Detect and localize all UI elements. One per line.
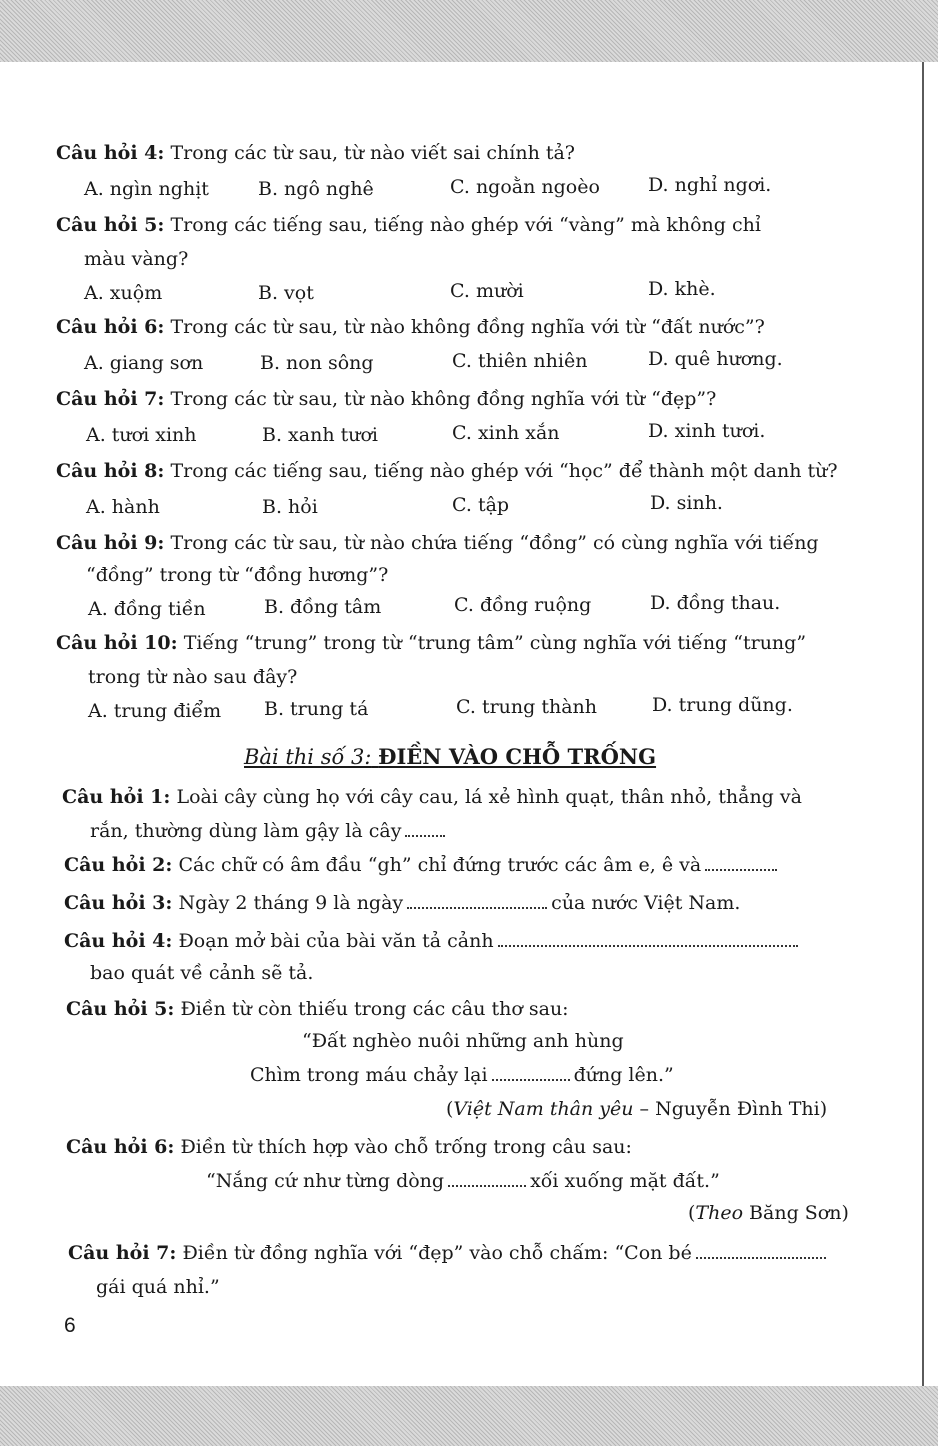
question-8 xyxy=(56,458,838,484)
source-title: Việt Nam thân yêu xyxy=(453,1098,634,1120)
poem-line-2 xyxy=(250,1062,674,1088)
question-text: rắn, thường dùng làm gậy là cây xyxy=(90,820,402,842)
quote-text: xối xuống mặt đất.” xyxy=(530,1170,720,1192)
section-title-prefix: Bài thi số 3: xyxy=(244,745,372,769)
option-a: A. giang sơn xyxy=(84,352,204,374)
option-a: A. tươi xinh xyxy=(86,424,197,446)
option-d: D. xinh tươi. xyxy=(648,420,766,442)
question-text: Ngày 2 tháng 9 là ngày xyxy=(178,892,404,914)
option-b: B. vọt xyxy=(258,282,314,304)
question-9 xyxy=(56,530,819,556)
question-5-continued: màu vàng? xyxy=(84,248,189,270)
question-label: Câu hỏi 8: xyxy=(56,460,165,482)
section-title-main: ĐIỀN VÀO CHỖ TRỐNG xyxy=(378,744,657,769)
question-4 xyxy=(56,140,575,166)
poem-text: đứng lên.” xyxy=(573,1064,674,1086)
question-9-continued: “đồng” trong từ “đồng hương”? xyxy=(86,564,389,586)
source-author: – Nguyễn Đình Thi) xyxy=(633,1098,828,1120)
fill-question-4-continued: bao quát về cảnh sẽ tả. xyxy=(90,962,314,984)
option-d: D. khè. xyxy=(648,278,716,300)
option-a: A. hành xyxy=(86,496,160,518)
option-a: A. ngìn nghịt xyxy=(84,178,209,200)
quote-source: (Theo Băng Sơn) xyxy=(688,1202,849,1224)
section-title xyxy=(244,743,656,771)
option-a: A. trung điểm xyxy=(88,700,222,722)
question-text: Tiếng “trung” trong từ “trung tâm” cùng nghĩa với tiếng “trung” xyxy=(183,632,807,654)
answer-blank[interactable] xyxy=(492,1075,570,1081)
answer-blank[interactable] xyxy=(405,831,445,837)
question-label: Câu hỏi 4: xyxy=(64,930,173,952)
question-text: Loài cây cùng họ với cây cau, lá xẻ hình quạt, thân nhỏ, thẳng và xyxy=(176,786,802,808)
question-text: Điền từ còn thiếu trong các câu thơ sau: xyxy=(180,998,569,1020)
question-label: Câu hỏi 5: xyxy=(56,214,165,236)
source-prefix: Theo xyxy=(695,1202,744,1224)
question-text: Điền từ thích hợp vào chỗ trống trong câu sau: xyxy=(180,1136,632,1158)
answer-blank[interactable] xyxy=(696,1253,826,1259)
poem-text: Chìm trong máu chảy lại xyxy=(250,1064,488,1086)
option-c: C. ngoằn ngoèo xyxy=(450,176,600,198)
option-d: D. quê hương. xyxy=(648,348,783,370)
poem-source: (Việt Nam thân yêu – Nguyễn Đình Thi) xyxy=(446,1098,828,1120)
question-label: Câu hỏi 9: xyxy=(56,532,165,554)
question-label: Câu hỏi 7: xyxy=(68,1242,177,1264)
question-label: Câu hỏi 4: xyxy=(56,142,165,164)
question-text: Trong các từ sau, từ nào viết sai chính tả? xyxy=(170,142,575,164)
option-c: C. thiên nhiên xyxy=(452,350,588,372)
question-text: Điền từ đồng nghĩa với “đẹp” vào chỗ chấm: “Con bé xyxy=(182,1242,692,1264)
question-label: Câu hỏi 7: xyxy=(56,388,165,410)
option-c: C. trung thành xyxy=(456,696,598,718)
question-10-continued: trong từ nào sau đây? xyxy=(88,666,298,688)
page-number: 6 xyxy=(64,1314,76,1337)
answer-blank[interactable] xyxy=(448,1181,526,1187)
question-7 xyxy=(56,386,716,412)
answer-blank[interactable] xyxy=(407,903,547,909)
question-5 xyxy=(56,212,761,238)
source-name: Băng Sơn) xyxy=(743,1202,849,1224)
option-c: C. mười xyxy=(450,280,524,302)
fill-question-3 xyxy=(64,890,740,916)
fill-question-4 xyxy=(64,928,802,954)
option-c: C. tập xyxy=(452,494,510,516)
option-d: D. sinh. xyxy=(650,492,723,514)
option-a: A. xuộm xyxy=(84,282,163,304)
option-d: D. trung dũng. xyxy=(652,694,793,716)
question-text: Trong các tiếng sau, tiếng nào ghép với “vàng” mà không chỉ xyxy=(170,214,761,236)
answer-blank[interactable] xyxy=(705,865,777,871)
fill-question-7 xyxy=(68,1240,830,1266)
fill-question-5 xyxy=(66,996,569,1022)
question-6 xyxy=(56,314,765,340)
option-b: B. hỏi xyxy=(262,496,318,518)
poem-line-1: “Đất nghèo nuôi những anh hùng xyxy=(302,1030,624,1052)
option-a: A. đồng tiền xyxy=(88,598,206,620)
question-label: Câu hỏi 2: xyxy=(64,854,173,876)
option-c: C. đồng ruộng xyxy=(454,594,592,616)
fill-question-6 xyxy=(66,1134,632,1160)
question-text: Trong các tiếng sau, tiếng nào ghép với “học” để thành một danh từ? xyxy=(170,460,838,482)
fill-question-7-continued: gái quá nhỉ.” xyxy=(96,1276,220,1298)
question-text: của nước Việt Nam. xyxy=(551,892,741,914)
option-b: B. non sông xyxy=(260,352,374,374)
option-b: B. đồng tâm xyxy=(264,596,382,618)
question-text: Đoạn mở bài của bài văn tả cảnh xyxy=(178,930,494,952)
question-text: Các chữ có âm đầu “gh” chỉ đứng trước các âm e, ê và xyxy=(178,854,702,876)
question-label: Câu hỏi 10: xyxy=(56,632,178,654)
question-text: Trong các từ sau, từ nào không đồng nghĩa với từ “đẹp”? xyxy=(170,388,717,410)
question-text: Trong các từ sau, từ nào chứa tiếng “đồng” có cùng nghĩa với tiếng xyxy=(170,532,819,554)
fill-question-1-continued xyxy=(90,818,449,844)
quote-text: “Nắng cứ như từng dòng xyxy=(206,1170,445,1192)
question-text: Trong các từ sau, từ nào không đồng nghĩa với từ “đất nước”? xyxy=(170,316,765,338)
question-label: Câu hỏi 6: xyxy=(66,1136,175,1158)
quote-line xyxy=(206,1168,720,1194)
question-label: Câu hỏi 1: xyxy=(62,786,171,808)
question-label: Câu hỏi 6: xyxy=(56,316,165,338)
option-c: C. xinh xắn xyxy=(452,422,560,444)
question-label: Câu hỏi 3: xyxy=(64,892,173,914)
option-b: B. xanh tươi xyxy=(262,424,378,446)
option-b: B. ngô nghê xyxy=(258,178,374,200)
question-10 xyxy=(56,630,806,656)
question-label: Câu hỏi 5: xyxy=(66,998,175,1020)
option-d: D. nghỉ ngơi. xyxy=(648,174,772,196)
fill-question-1 xyxy=(62,784,802,810)
option-b: B. trung tá xyxy=(264,698,369,720)
option-d: D. đồng thau. xyxy=(650,592,781,614)
fill-question-2 xyxy=(64,852,781,878)
answer-blank[interactable] xyxy=(498,941,798,947)
